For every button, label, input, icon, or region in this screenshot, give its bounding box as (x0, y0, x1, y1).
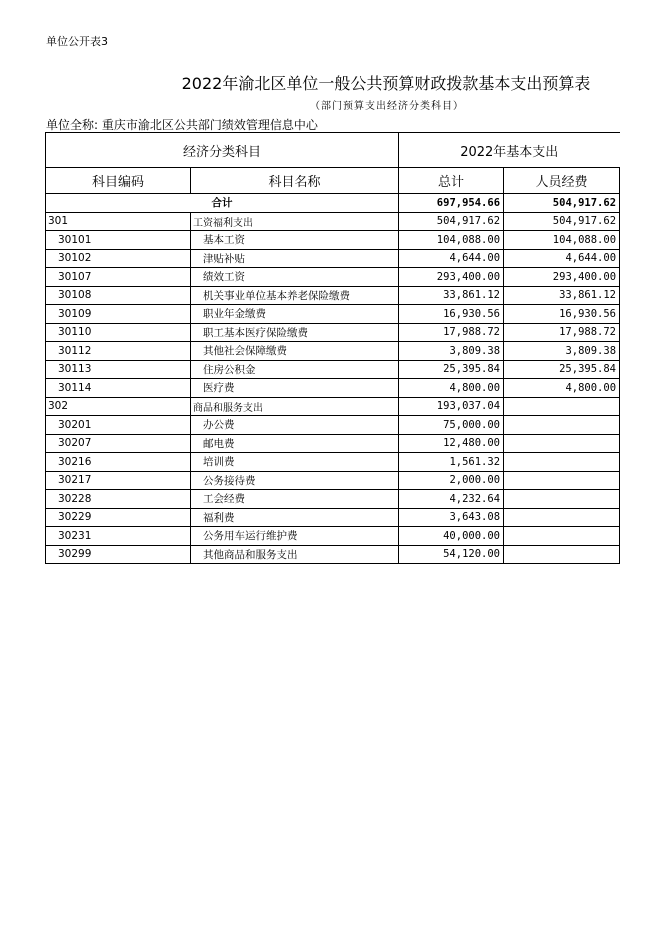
row-total: 293,400.00 (399, 268, 504, 287)
table-row (46, 212, 620, 231)
row-code: 302 (46, 397, 191, 416)
row-code: 30112 (46, 342, 191, 361)
table-row (46, 545, 620, 564)
header-economic-classification: 经济分类科目 (46, 133, 399, 168)
row-personnel (504, 453, 620, 472)
row-total: 40,000.00 (399, 527, 504, 546)
row-name: 其他社会保障缴费 (191, 342, 399, 361)
row-code: 30217 (46, 471, 191, 490)
table-row (46, 268, 620, 287)
form-number-label: 单位公开表3 (46, 35, 108, 48)
row-personnel: 4,800.00 (504, 379, 620, 398)
row-code: 30108 (46, 286, 191, 305)
row-total: 3,809.38 (399, 342, 504, 361)
table-row (46, 416, 620, 435)
row-code: 30101 (46, 231, 191, 250)
row-code: 30114 (46, 379, 191, 398)
row-personnel: 33,861.12 (504, 286, 620, 305)
row-total: 33,861.12 (399, 286, 504, 305)
row-personnel (504, 508, 620, 527)
table-row (46, 286, 620, 305)
row-name: 工资福利支出 (191, 212, 399, 231)
row-total: 25,395.84 (399, 360, 504, 379)
row-total: 1,561.32 (399, 453, 504, 472)
row-name: 培训费 (191, 453, 399, 472)
total-label: 合计 (46, 194, 399, 213)
row-total: 2,000.00 (399, 471, 504, 490)
row-name: 邮电费 (191, 434, 399, 453)
row-name: 商品和服务支出 (191, 397, 399, 416)
row-code: 30201 (46, 416, 191, 435)
header-group-row (46, 133, 620, 168)
row-total: 54,120.00 (399, 545, 504, 564)
table-row (46, 490, 620, 509)
page-title: 2022年渝北区单位一般公共预算财政拨款基本支出预算表 (181, 74, 591, 93)
row-name: 办公费 (191, 416, 399, 435)
table-row (46, 508, 620, 527)
table-row (46, 434, 620, 453)
budget-table (45, 132, 620, 564)
table-row (46, 453, 620, 472)
table-row (46, 379, 620, 398)
row-name: 职业年金缴费 (191, 305, 399, 324)
row-name: 基本工资 (191, 231, 399, 250)
row-code: 30113 (46, 360, 191, 379)
header-col-personnel: 人员经费 (504, 168, 620, 194)
total-amount: 697,954.66 (399, 194, 504, 213)
row-total: 504,917.62 (399, 212, 504, 231)
row-code: 30102 (46, 249, 191, 268)
row-code: 30231 (46, 527, 191, 546)
row-personnel (504, 471, 620, 490)
table-row (46, 323, 620, 342)
row-code: 30109 (46, 305, 191, 324)
header-col-code: 科目编码 (46, 168, 191, 194)
row-personnel: 4,644.00 (504, 249, 620, 268)
row-code: 30207 (46, 434, 191, 453)
row-total: 75,000.00 (399, 416, 504, 435)
table-row (46, 471, 620, 490)
row-personnel: 16,930.56 (504, 305, 620, 324)
row-name: 公务接待费 (191, 471, 399, 490)
row-personnel (504, 490, 620, 509)
row-code: 30216 (46, 453, 191, 472)
table-row (46, 527, 620, 546)
row-total: 4,644.00 (399, 249, 504, 268)
row-name: 医疗费 (191, 379, 399, 398)
row-total: 4,232.64 (399, 490, 504, 509)
row-code: 30229 (46, 508, 191, 527)
row-personnel (504, 527, 620, 546)
row-personnel: 25,395.84 (504, 360, 620, 379)
unit-name-label: 单位全称: 重庆市渝北区公共部门绩效管理信息中心 (46, 118, 318, 132)
row-name: 职工基本医疗保险缴费 (191, 323, 399, 342)
row-name: 其他商品和服务支出 (191, 545, 399, 564)
table-row (46, 249, 620, 268)
row-name: 住房公积金 (191, 360, 399, 379)
row-total: 4,800.00 (399, 379, 504, 398)
row-name: 津贴补贴 (191, 249, 399, 268)
header-col-name: 科目名称 (191, 168, 399, 194)
row-name: 公务用车运行维护费 (191, 527, 399, 546)
row-personnel: 3,809.38 (504, 342, 620, 361)
row-code: 30110 (46, 323, 191, 342)
row-personnel (504, 397, 620, 416)
row-total: 16,930.56 (399, 305, 504, 324)
table-row (46, 360, 620, 379)
row-total: 104,088.00 (399, 231, 504, 250)
header-col-total: 总计 (399, 168, 504, 194)
table-row (46, 397, 620, 416)
row-total: 12,480.00 (399, 434, 504, 453)
row-total: 193,037.04 (399, 397, 504, 416)
table-row (46, 342, 620, 361)
row-code: 30107 (46, 268, 191, 287)
row-code: 30299 (46, 545, 191, 564)
row-name: 机关事业单位基本养老保险缴费 (191, 286, 399, 305)
row-personnel (504, 416, 620, 435)
row-code: 30228 (46, 490, 191, 509)
row-name: 工会经费 (191, 490, 399, 509)
row-personnel (504, 545, 620, 564)
table-row (46, 231, 620, 250)
row-personnel: 293,400.00 (504, 268, 620, 287)
table-row (46, 305, 620, 324)
header-column-row (46, 168, 620, 194)
row-name: 绩效工资 (191, 268, 399, 287)
row-code: 301 (46, 212, 191, 231)
row-name: 福利费 (191, 508, 399, 527)
row-total: 17,988.72 (399, 323, 504, 342)
row-personnel: 104,088.00 (504, 231, 620, 250)
total-row (46, 194, 620, 213)
page-subtitle: （部门预算支出经济分类科目） (310, 101, 464, 112)
total-personnel: 504,917.62 (504, 194, 620, 213)
row-personnel (504, 434, 620, 453)
header-basic-expenditure: 2022年基本支出 (399, 133, 620, 168)
row-personnel: 504,917.62 (504, 212, 620, 231)
row-personnel: 17,988.72 (504, 323, 620, 342)
row-total: 3,643.08 (399, 508, 504, 527)
